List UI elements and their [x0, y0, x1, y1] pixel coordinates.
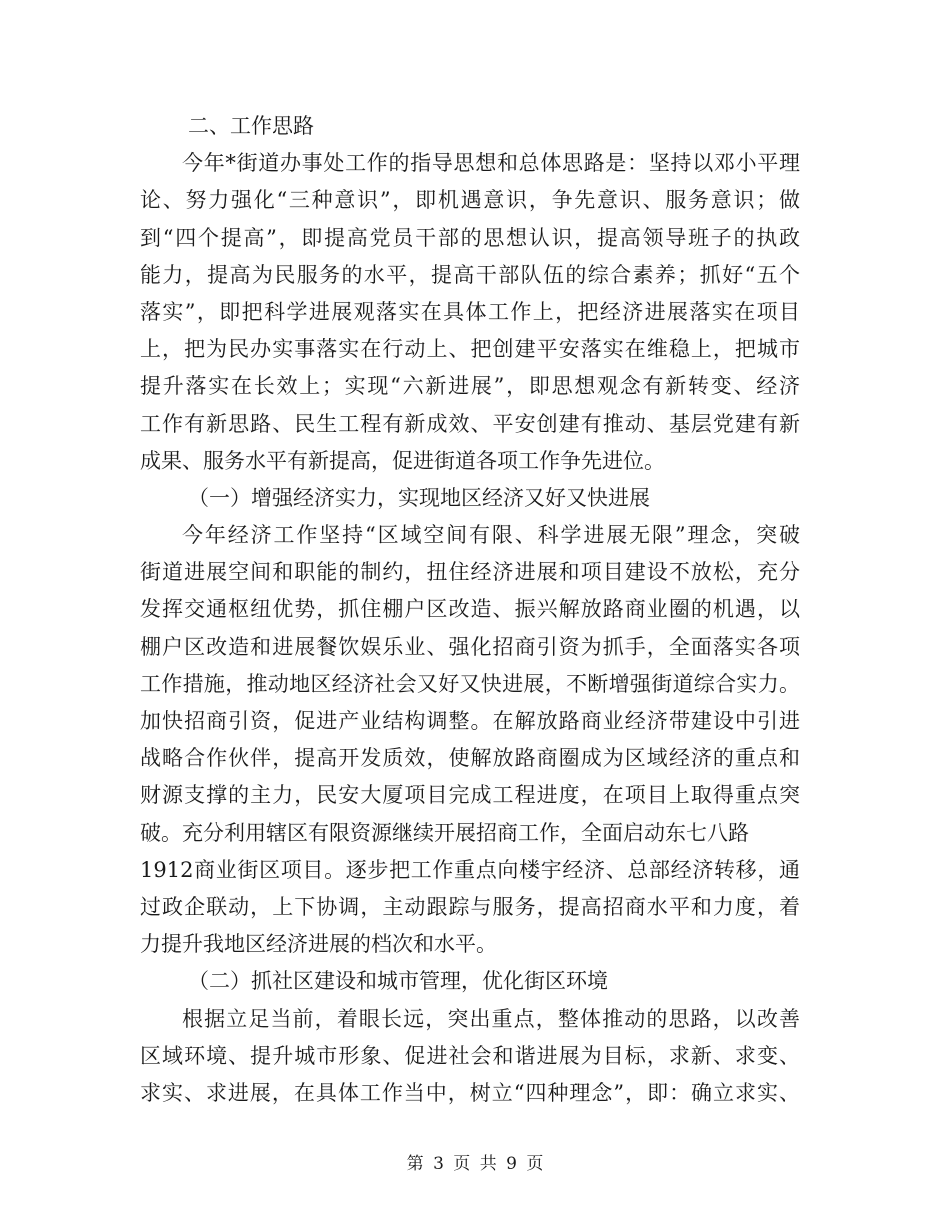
paragraph-line: 棚户区改造和进展餐饮娱乐业、强化招商引资为抓手，全面落实各项 — [140, 634, 800, 659]
paragraph-line: 论、努力强化“三种意识”，即机遇意识，争先意识、服务意识；做 — [140, 188, 800, 213]
paragraph-line: 加快招商引资，促进产业结构调整。在解放路商业经济带建设中引进 — [140, 709, 800, 733]
paragraph-line: 落实”，即把科学进展观落实在具体工作上，把经济进展落实在项目 — [140, 299, 800, 324]
page-number-footer: 第 3 页 共 9 页 — [406, 1154, 544, 1174]
paragraph-line: 工作有新思路、民生工程有新成效、平安创建有推动、基层党建有新 — [140, 411, 800, 436]
paragraph-line: 能力，提高为民服务的水平，提高干部队伍的综合素养；抓好“五个 — [140, 262, 800, 287]
paragraph-line: 力提升我地区经济进展的档次和水平。 — [140, 932, 497, 957]
paragraph-line: 工作措施，推动地区经济社会又好又快进展，不断增强街道综合实力。 — [140, 671, 800, 696]
paragraph-line: 战略合作伙伴，提高开发质效，使解放路商圈成为区域经济的重点和 — [140, 746, 800, 771]
paragraph-line: 1912商业街区项目。逐步把工作重点向楼宇经济、总部经济转移，通 — [140, 857, 800, 882]
paragraph-line: 今年经济工作坚持“区域空间有限、科学进展无限”理念，突破 — [182, 523, 800, 548]
paragraph-line: 区域环境、提升城市形象、促进社会和谐进展为目标，求新、求变、 — [140, 1043, 800, 1068]
paragraph-line: 过政企联动，上下协调，主动跟踪与服务，提高招商水平和力度，着 — [140, 894, 800, 919]
document-body — [140, 108, 800, 1112]
paragraph-line: 求实、求进展，在具体工作当中，树立“四种理念”，即：确立求实、 — [140, 1080, 800, 1105]
paragraph-line: 破。充分利用辖区有限资源继续开展招商工作，全面启动东七八路 — [140, 820, 749, 845]
paragraph-line: 街道进展空间和职能的制约，扭住经济进展和项目建设不放松，充分 — [140, 560, 800, 585]
paragraph-line: 到“四个提高”，即提高党员干部的思想认识，提高领导班子的执政 — [140, 225, 800, 250]
paragraph-line: 上，把为民办实事落实在行动上、把创建平安落实在维稳上，把城市 — [140, 337, 800, 362]
paragraph-line: 今年*街道办事处工作的指导思想和总体思路是：坚持以邓小平理 — [182, 151, 800, 176]
paragraph-line: 财源支撑的主力，民安大厦项目完成工程进度，在项目上取得重点突 — [140, 783, 800, 808]
paragraph-line: 根据立足当前，着眼长远，突出重点，整体推动的思路，以改善 — [182, 1006, 800, 1031]
paragraph-line: 提升落实在长效上；实现“六新进展”，即思想观念有新转变、经济 — [140, 374, 800, 399]
section-heading-work-approach: 二、工作思路 — [188, 114, 314, 138]
paragraph-line: 发挥交通枢纽优势，抓住棚户区改造、振兴解放路商业圈的机遇，以 — [140, 597, 800, 622]
subsection-heading-community: （二）抓社区建设和城市管理，优化街区环境 — [188, 969, 608, 994]
subsection-heading-economy: （一）增强经济实力，实现地区经济又好又快进展 — [188, 485, 650, 510]
paragraph-line: 成果、服务水平有新提高，促进街道各项工作争先进位。 — [140, 448, 665, 473]
